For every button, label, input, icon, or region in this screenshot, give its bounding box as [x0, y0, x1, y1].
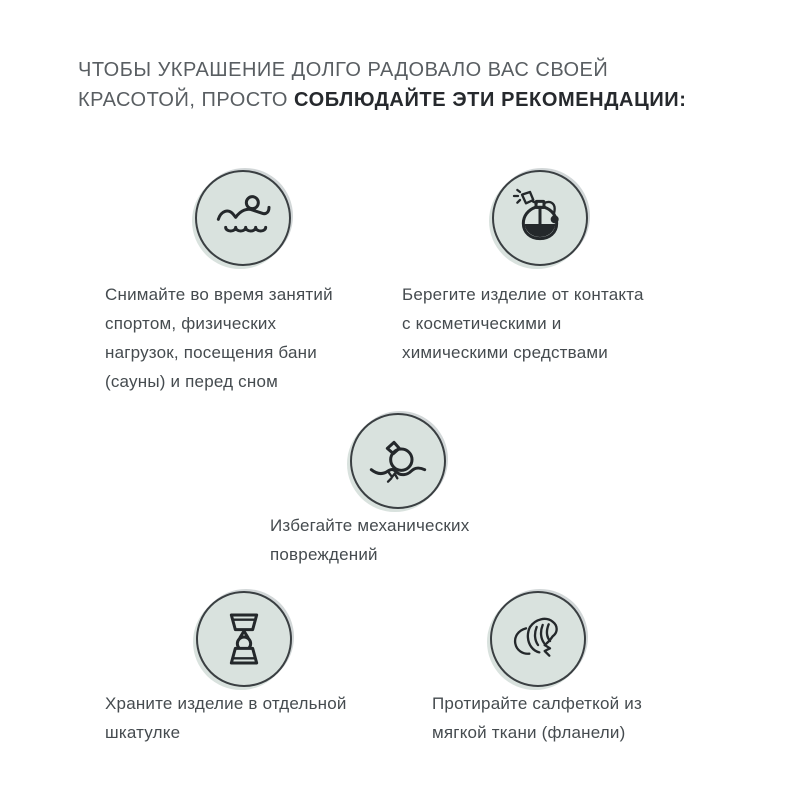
caption-avoid-cosmetics: [402, 280, 644, 367]
caption-line: с косметическими и: [402, 314, 562, 333]
caption-line: (сауны) и перед сном: [105, 372, 279, 391]
heading-line-2-bold: СОБЛЮДАЙТЕ ЭТИ РЕКОМЕНДАЦИИ:: [294, 89, 687, 111]
heading-line-2: [78, 85, 758, 115]
caption-wipe-with-cloth: [432, 689, 642, 747]
caption-line: Снимайте во время занятий: [105, 285, 333, 304]
caption-line: Избегайте механических: [270, 516, 470, 535]
jewelry-box-icon: [196, 591, 292, 687]
wiping-hand-icon: [490, 591, 586, 687]
caption-store-separately: [105, 689, 347, 747]
caption-remove-during-sport: [105, 280, 333, 396]
caption-line: мягкой ткани (фланели): [432, 723, 626, 742]
caption-line: спортом, физических: [105, 314, 277, 333]
caption-line: шкатулке: [105, 723, 181, 742]
damaged-ring-icon: [350, 413, 446, 509]
caption-line: Берегите изделие от контакта: [402, 285, 644, 304]
caption-line: химическими средствами: [402, 343, 608, 362]
heading-line-1: [78, 55, 758, 85]
caption-line: повреждений: [270, 545, 378, 564]
caption-line: нагрузок, посещения бани: [105, 343, 317, 362]
caption-avoid-mechanical-damage: [270, 511, 469, 569]
page-title: [78, 55, 758, 115]
heading-line-2-regular: КРАСОТОЙ, ПРОСТО: [78, 89, 295, 111]
caption-line: Храните изделие в отдельной: [105, 694, 347, 713]
perfume-atomizer-icon: [492, 170, 588, 266]
swimmer-icon: [195, 170, 291, 266]
caption-line: Протирайте салфеткой из: [432, 694, 642, 713]
heading-line-1-text: ЧТОБЫ УКРАШЕНИЕ ДОЛГО РАДОВАЛО ВАС СВОЕЙ: [78, 59, 609, 81]
